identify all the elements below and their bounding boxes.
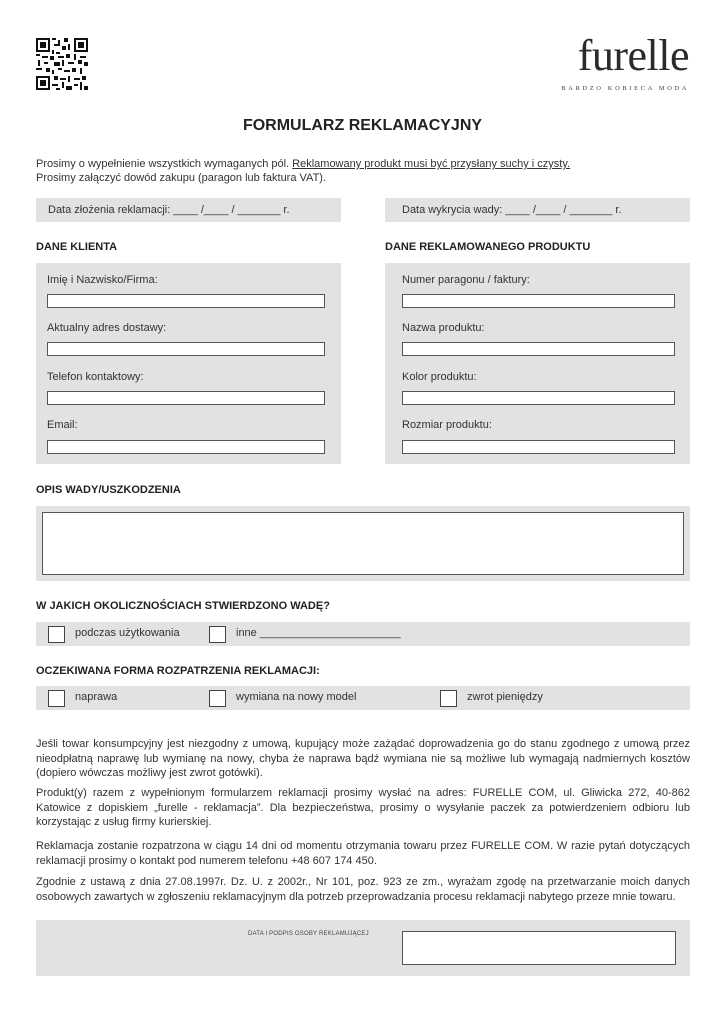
page-title: FORMULARZ REKLAMACYJNY: [242, 117, 483, 134]
receipt-number-label: Numer paragonu / faktury:: [402, 274, 530, 286]
paragraph-data-consent: Zgodnie z ustawą z dnia 27.08.1997r. Dz. U. z 2002r., Nr 101, poz. 923 ze zm., wyrażam zgodę na przetwarzanie moich danych osobowych zawartych w zgłoszeniu reklamacyjnym dla potrzeb przeprowadzania procesu reklamacji nabytego przeze mnie towaru.: [36, 876, 690, 903]
client-heading: DANE KLIENTA: [36, 241, 118, 253]
checkbox-replacement[interactable]: [209, 690, 226, 707]
resolution-heading: OCZEKIWANA FORMA ROZPATRZENIA REKLAMACJI:: [36, 665, 320, 677]
product-size-input[interactable]: [402, 440, 675, 454]
product-size-label: Rozmiar produktu:: [402, 419, 492, 431]
paragraph-processing-time: Reklamacja zostanie rozpatrzona w ciągu 14 dni od momentu otrzymania towaru przez FURELLE COM. W razie pytań dotyczących reklamacji prosimy o kontakt pod numerem telefonu +48 607 174 450.: [36, 840, 690, 867]
client-address-input[interactable]: [47, 342, 325, 356]
option-repair-label: naprawa: [75, 691, 118, 703]
complaint-date-field[interactable]: [36, 198, 341, 222]
client-phone-input[interactable]: [47, 391, 325, 405]
circumstances-row: [36, 622, 690, 646]
brand-tagline: BARDZO KOBIECA MODA: [561, 85, 689, 92]
qr-code-icon: [36, 38, 88, 90]
signature-label: DATA I PODPIS OSOBY REKLAMUJĄCEJ: [248, 931, 369, 937]
product-name-input[interactable]: [402, 342, 675, 356]
client-email-input[interactable]: [47, 440, 325, 454]
paragraph-consumer-rights: Jeśli towar konsumpcyjny jest niezgodny z umową, kupujący może zażądać doprowadzenia go do stanu zgodnego z umową przez nieodpłatną naprawę lub wymianę na nowy, chyba że naprawa bądź wymiana nie są możliwe lub wymagają nadmiernych kosztów (dopiero wówczas możliwy jest zwrot gotówki).: [36, 738, 690, 779]
intro-text: [36, 157, 696, 185]
checkbox-during-use[interactable]: [48, 626, 65, 643]
intro-line1-b: Reklamowany produkt musi być przysłany suchy i czysty.: [292, 158, 571, 170]
checkbox-repair[interactable]: [48, 690, 65, 707]
client-phone-label: Telefon kontaktowy:: [47, 371, 144, 383]
paragraph-shipping: Produkt(y) razem z wypełnionym formularzem reklamacji prosimy wysłać na adres: FURELLE COM, ul. Gliwicka 272, 40-862 Katowice z dopiskiem „furelle - reklamacja”. Dla bezpieczeństwa, prosimy o wysyłanie paczek za potwierdzeniem odbioru lub korzystając z usług firmy kurierskiej.: [36, 787, 690, 828]
client-name-label: Imię i Nazwisko/Firma:: [47, 274, 158, 286]
checkbox-refund[interactable]: [440, 690, 457, 707]
receipt-number-input[interactable]: [402, 294, 675, 308]
product-panel: [385, 263, 690, 464]
product-name-label: Nazwa produktu:: [402, 322, 485, 334]
client-name-input[interactable]: [47, 294, 325, 308]
option-refund-label: zwrot pieniędzy: [467, 691, 543, 703]
client-panel: [36, 263, 341, 464]
client-address-label: Aktualny adres dostawy:: [47, 322, 167, 334]
client-email-label: Email:: [47, 419, 78, 431]
checkbox-other[interactable]: [209, 626, 226, 643]
product-color-label: Kolor produktu:: [402, 371, 477, 383]
signature-panel: [36, 920, 690, 976]
option-other-label: inne _______________________: [236, 627, 401, 639]
resolution-row: [36, 686, 690, 710]
defect-description-input[interactable]: [42, 512, 684, 575]
defect-date-field[interactable]: [385, 198, 690, 222]
product-heading: DANE REKLAMOWANEGO PRODUKTU: [385, 241, 591, 253]
option-replacement-label: wymiana na nowy model: [236, 691, 357, 703]
complaint-date-label: Data złożenia reklamacji: ____ /____ / _______ r.: [48, 204, 290, 216]
defect-description-panel: [36, 506, 690, 581]
product-color-input[interactable]: [402, 391, 675, 405]
defect-heading: OPIS WADY/USZKODZENIA: [36, 484, 181, 496]
signature-input[interactable]: [402, 931, 676, 965]
circumstances-heading: W JAKICH OKOLICZNOŚCIACH STWIERDZONO WADĘ?: [36, 600, 330, 612]
intro-line2: Prosimy załączyć dowód zakupu (paragon lub faktura VAT).: [36, 172, 327, 184]
defect-date-label: Data wykrycia wady: ____ /____ / _______ r.: [402, 204, 622, 216]
option-during-use-label: podczas użytkowania: [75, 627, 180, 639]
intro-line1-a: Prosimy o wypełnienie wszystkich wymaganych pól.: [36, 158, 293, 170]
brand-logo: furelle: [577, 31, 689, 80]
